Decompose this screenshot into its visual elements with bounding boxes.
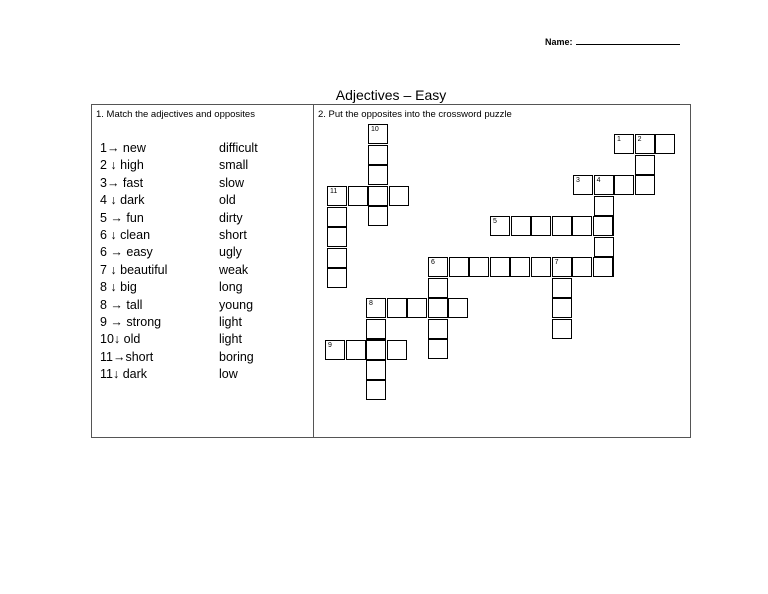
crossword-cell[interactable] bbox=[366, 360, 386, 380]
opposite-word: ugly bbox=[219, 245, 242, 260]
clue-number: 11 bbox=[330, 188, 338, 195]
clue-number: 9 bbox=[328, 342, 332, 349]
crossword-cell[interactable] bbox=[552, 216, 572, 236]
opposite-word: light bbox=[219, 332, 242, 347]
crossword-cell[interactable] bbox=[327, 227, 347, 247]
crossword-cell[interactable] bbox=[655, 134, 675, 154]
clue-number: 10 bbox=[371, 126, 379, 133]
clue-text: 11→short bbox=[100, 349, 154, 364]
clue-text: 1→ new bbox=[100, 141, 146, 155]
crossword-cell[interactable] bbox=[552, 319, 572, 339]
crossword-cell[interactable] bbox=[428, 319, 448, 339]
crossword-cell[interactable] bbox=[325, 340, 345, 360]
clue-number: 3 bbox=[576, 177, 580, 184]
crossword-cell[interactable] bbox=[572, 216, 592, 236]
crossword-cell[interactable] bbox=[348, 186, 368, 206]
clue-number: 2 bbox=[637, 136, 642, 143]
column-divider bbox=[313, 104, 314, 437]
crossword-cell[interactable] bbox=[327, 248, 347, 268]
crossword-cell[interactable] bbox=[366, 340, 386, 360]
list-item bbox=[100, 349, 300, 366]
crossword-cell[interactable] bbox=[490, 216, 510, 236]
clue-text: 11↓ dark bbox=[100, 367, 148, 382]
clue-text: 10↓ old bbox=[100, 332, 141, 347]
crossword-cell[interactable] bbox=[327, 207, 347, 227]
opposite-word: slow bbox=[219, 175, 245, 190]
clue-text: 8 → tall bbox=[100, 297, 143, 312]
crossword-cell[interactable] bbox=[368, 206, 388, 226]
crossword-cell[interactable] bbox=[510, 257, 530, 277]
crossword-cell[interactable] bbox=[368, 165, 388, 185]
list-item bbox=[100, 157, 300, 174]
crossword-cell[interactable] bbox=[511, 216, 531, 236]
clue-number: 6 bbox=[431, 259, 435, 266]
clue-text: 8 ↓ big bbox=[100, 280, 137, 295]
list-item bbox=[100, 314, 300, 331]
crossword-cell[interactable] bbox=[327, 268, 347, 288]
crossword-cell[interactable] bbox=[407, 298, 427, 318]
crossword-cell[interactable] bbox=[387, 340, 407, 360]
opposite-word: short bbox=[219, 227, 247, 242]
crossword-cell[interactable] bbox=[635, 175, 655, 195]
crossword-cell[interactable] bbox=[490, 257, 510, 277]
clue-text: 7 ↓ beautiful bbox=[100, 262, 168, 277]
crossword-cell[interactable] bbox=[366, 298, 386, 318]
name-label: Name: bbox=[545, 37, 573, 47]
opposite-word: small bbox=[219, 158, 249, 173]
crossword-cell[interactable] bbox=[389, 186, 409, 206]
list-item bbox=[100, 366, 300, 383]
crossword-cell[interactable] bbox=[428, 257, 448, 277]
crossword-cell[interactable] bbox=[572, 257, 592, 277]
opposite-word: light bbox=[219, 314, 242, 329]
name-blank-line[interactable] bbox=[576, 44, 680, 45]
opposite-word: difficult bbox=[219, 141, 258, 155]
list-item bbox=[100, 192, 300, 209]
list-item bbox=[100, 227, 300, 244]
crossword-instruction: 2. Put the opposites into the crossword puzzle bbox=[318, 109, 512, 120]
opposite-word: weak bbox=[219, 262, 249, 277]
clue-number: 1 bbox=[617, 136, 621, 143]
crossword-cell[interactable] bbox=[635, 155, 655, 175]
clue-text: 5 → fun bbox=[100, 210, 144, 225]
crossword-cell[interactable] bbox=[552, 298, 572, 318]
clue-number: 5 bbox=[493, 218, 497, 225]
crossword-cell[interactable] bbox=[346, 340, 366, 360]
crossword-cell[interactable] bbox=[469, 257, 489, 277]
crossword-cell[interactable] bbox=[552, 278, 572, 298]
clue-text: 2 ↓ high bbox=[100, 158, 144, 173]
list-item bbox=[100, 210, 300, 227]
crossword-cell[interactable] bbox=[428, 278, 448, 298]
crossword-cell[interactable] bbox=[594, 237, 614, 257]
clue-number: 4 bbox=[596, 177, 601, 184]
crossword-cell[interactable] bbox=[614, 134, 634, 154]
crossword-cell[interactable] bbox=[614, 175, 634, 195]
crossword-cell[interactable] bbox=[368, 186, 388, 206]
list-item bbox=[100, 140, 300, 157]
worksheet-title: Adjectives – Easy bbox=[335, 87, 447, 103]
clue-text: 3→ fast bbox=[100, 175, 144, 190]
crossword-cell[interactable] bbox=[428, 298, 448, 318]
crossword-cell[interactable] bbox=[448, 298, 468, 318]
crossword-cell[interactable] bbox=[594, 175, 614, 195]
clue-number: 8 bbox=[369, 300, 373, 307]
crossword-cell[interactable] bbox=[366, 319, 386, 339]
crossword-cell[interactable] bbox=[593, 216, 613, 236]
list-item bbox=[100, 244, 300, 261]
crossword-cell[interactable] bbox=[366, 380, 386, 400]
crossword-cell[interactable] bbox=[593, 257, 613, 277]
list-item bbox=[100, 262, 300, 279]
crossword-cell[interactable] bbox=[594, 196, 614, 216]
opposite-word: boring bbox=[219, 349, 254, 364]
clue-text: 9 → strong bbox=[100, 314, 162, 329]
crossword-cell[interactable] bbox=[368, 145, 388, 165]
list-item bbox=[100, 175, 300, 192]
crossword-cell[interactable] bbox=[368, 124, 388, 144]
crossword-cell[interactable] bbox=[573, 175, 593, 195]
opposite-word: dirty bbox=[219, 210, 243, 225]
match-instruction: 1. Match the adjectives and opposites bbox=[96, 109, 255, 120]
match-list bbox=[100, 140, 300, 383]
crossword-cell[interactable] bbox=[327, 186, 347, 206]
crossword-cell[interactable] bbox=[552, 257, 572, 277]
opposite-word: young bbox=[219, 297, 254, 312]
crossword-cell[interactable] bbox=[531, 257, 551, 277]
list-item bbox=[100, 279, 300, 296]
opposite-word: old bbox=[219, 193, 236, 208]
clue-number: 7 bbox=[554, 259, 559, 266]
crossword-cell[interactable] bbox=[387, 298, 407, 318]
list-item bbox=[100, 331, 300, 348]
crossword-cell[interactable] bbox=[449, 257, 469, 277]
crossword-cell[interactable] bbox=[531, 216, 551, 236]
crossword-cell[interactable] bbox=[635, 134, 655, 154]
clue-text: 4 ↓ dark bbox=[100, 193, 145, 208]
opposite-word: long bbox=[219, 280, 243, 295]
opposite-word: low bbox=[219, 367, 238, 382]
list-item bbox=[100, 297, 300, 314]
name-field[interactable] bbox=[545, 37, 680, 47]
crossword-cell[interactable] bbox=[428, 339, 448, 359]
clue-text: 6 → easy bbox=[100, 245, 153, 260]
clue-text: 6 ↓ clean bbox=[100, 227, 151, 242]
